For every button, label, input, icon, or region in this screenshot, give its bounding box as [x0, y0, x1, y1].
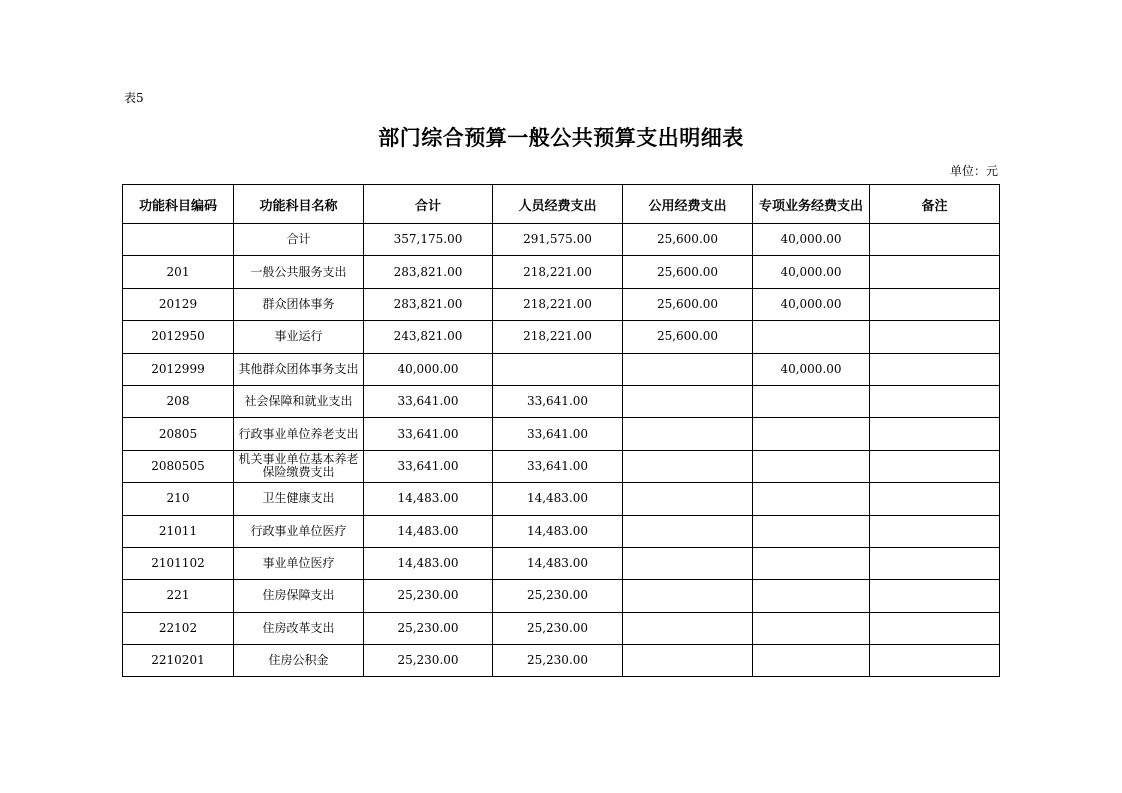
- cell-special: [753, 645, 870, 677]
- cell-total: 33,641.00: [364, 418, 493, 450]
- page-title: 部门综合预算一般公共预算支出明细表: [378, 125, 744, 150]
- cell-name: 住房公积金: [234, 645, 364, 677]
- budget-table: [122, 184, 1000, 677]
- cell-code: 2012999: [123, 353, 234, 385]
- cell-code: 221: [123, 580, 234, 612]
- cell-name: 机关事业单位基本养老保险缴费支出: [234, 450, 364, 482]
- cell-special: [753, 483, 870, 515]
- cell-public: 25,600.00: [623, 321, 753, 353]
- cell-total: 14,483.00: [364, 515, 493, 547]
- cell-special: [753, 450, 870, 482]
- table-row: [123, 645, 1000, 677]
- table-row: [123, 612, 1000, 644]
- cell-code: [123, 224, 234, 256]
- cell-note: [870, 353, 1000, 385]
- cell-note: [870, 450, 1000, 482]
- cell-personnel: 291,575.00: [493, 224, 623, 256]
- header-personnel: 人员经费支出: [493, 185, 623, 224]
- cell-total: 283,821.00: [364, 288, 493, 320]
- cell-public: [623, 515, 753, 547]
- cell-public: [623, 450, 753, 482]
- table-row: [123, 321, 1000, 353]
- cell-name: 行政事业单位养老支出: [234, 418, 364, 450]
- cell-name: 事业单位医疗: [234, 547, 364, 579]
- cell-name: 社会保障和就业支出: [234, 385, 364, 417]
- cell-note: [870, 321, 1000, 353]
- cell-total: 14,483.00: [364, 547, 493, 579]
- table-row: [123, 483, 1000, 515]
- cell-personnel: 218,221.00: [493, 256, 623, 288]
- cell-name: 其他群众团体事务支出: [234, 353, 364, 385]
- table-row: [123, 353, 1000, 385]
- cell-note: [870, 288, 1000, 320]
- cell-name: 合计: [234, 224, 364, 256]
- cell-public: [623, 547, 753, 579]
- cell-public: 25,600.00: [623, 224, 753, 256]
- header-name: 功能科目名称: [234, 185, 364, 224]
- cell-total: 14,483.00: [364, 483, 493, 515]
- cell-special: 40,000.00: [753, 256, 870, 288]
- cell-special: [753, 612, 870, 644]
- cell-note: [870, 547, 1000, 579]
- cell-special: 40,000.00: [753, 224, 870, 256]
- cell-name: 一般公共服务支出: [234, 256, 364, 288]
- cell-public: [623, 385, 753, 417]
- cell-code: 2012950: [123, 321, 234, 353]
- cell-code: 210: [123, 483, 234, 515]
- cell-personnel: [493, 353, 623, 385]
- table-row: [123, 256, 1000, 288]
- cell-personnel: 14,483.00: [493, 515, 623, 547]
- cell-code: 201: [123, 256, 234, 288]
- cell-code: 20805: [123, 418, 234, 450]
- cell-public: [623, 483, 753, 515]
- table-row: [123, 288, 1000, 320]
- cell-personnel: 218,221.00: [493, 321, 623, 353]
- cell-public: 25,600.00: [623, 288, 753, 320]
- cell-special: [753, 321, 870, 353]
- cell-note: [870, 256, 1000, 288]
- cell-name: 行政事业单位医疗: [234, 515, 364, 547]
- cell-special: 40,000.00: [753, 353, 870, 385]
- cell-total: 243,821.00: [364, 321, 493, 353]
- cell-total: 33,641.00: [364, 385, 493, 417]
- header-special: 专项业务经费支出: [753, 185, 870, 224]
- cell-note: [870, 224, 1000, 256]
- cell-code: 2101102: [123, 547, 234, 579]
- table-row: [123, 450, 1000, 482]
- cell-special: [753, 515, 870, 547]
- cell-special: [753, 385, 870, 417]
- cell-public: [623, 418, 753, 450]
- cell-public: [623, 612, 753, 644]
- cell-name: 卫生健康支出: [234, 483, 364, 515]
- table-row: [123, 385, 1000, 417]
- cell-code: 2210201: [123, 645, 234, 677]
- cell-total: 283,821.00: [364, 256, 493, 288]
- table-row: [123, 547, 1000, 579]
- header-total: 合计: [364, 185, 493, 224]
- table-row: [123, 224, 1000, 256]
- cell-name: 住房改革支出: [234, 612, 364, 644]
- cell-code: 21011: [123, 515, 234, 547]
- unit-label: 单位：元: [949, 164, 998, 178]
- cell-personnel: 33,641.00: [493, 418, 623, 450]
- header-public: 公用经费支出: [623, 185, 753, 224]
- cell-personnel: 25,230.00: [493, 612, 623, 644]
- cell-total: 25,230.00: [364, 612, 493, 644]
- cell-personnel: 25,230.00: [493, 645, 623, 677]
- table-number-label: 表5: [124, 91, 144, 105]
- cell-total: 25,230.00: [364, 580, 493, 612]
- table-row: [123, 515, 1000, 547]
- cell-personnel: 33,641.00: [493, 450, 623, 482]
- cell-total: 357,175.00: [364, 224, 493, 256]
- cell-personnel: 14,483.00: [493, 547, 623, 579]
- cell-total: 40,000.00: [364, 353, 493, 385]
- table-row: [123, 580, 1000, 612]
- cell-personnel: 33,641.00: [493, 385, 623, 417]
- cell-code: 208: [123, 385, 234, 417]
- cell-public: 25,600.00: [623, 256, 753, 288]
- cell-code: 20129: [123, 288, 234, 320]
- cell-special: [753, 580, 870, 612]
- cell-code: 2080505: [123, 450, 234, 482]
- cell-note: [870, 580, 1000, 612]
- cell-personnel: 25,230.00: [493, 580, 623, 612]
- cell-note: [870, 483, 1000, 515]
- cell-note: [870, 612, 1000, 644]
- cell-total: 33,641.00: [364, 450, 493, 482]
- cell-name: 群众团体事务: [234, 288, 364, 320]
- cell-public: [623, 353, 753, 385]
- cell-note: [870, 515, 1000, 547]
- cell-note: [870, 418, 1000, 450]
- cell-personnel: 218,221.00: [493, 288, 623, 320]
- cell-name: 住房保障支出: [234, 580, 364, 612]
- cell-public: [623, 580, 753, 612]
- cell-special: [753, 547, 870, 579]
- cell-special: [753, 418, 870, 450]
- cell-personnel: 14,483.00: [493, 483, 623, 515]
- cell-public: [623, 645, 753, 677]
- cell-code: 22102: [123, 612, 234, 644]
- header-note: 备注: [870, 185, 1000, 224]
- cell-note: [870, 385, 1000, 417]
- cell-total: 25,230.00: [364, 645, 493, 677]
- table-row: [123, 418, 1000, 450]
- table-header-row: [123, 185, 1000, 224]
- cell-name: 事业运行: [234, 321, 364, 353]
- cell-special: 40,000.00: [753, 288, 870, 320]
- header-code: 功能科目编码: [123, 185, 234, 224]
- cell-note: [870, 645, 1000, 677]
